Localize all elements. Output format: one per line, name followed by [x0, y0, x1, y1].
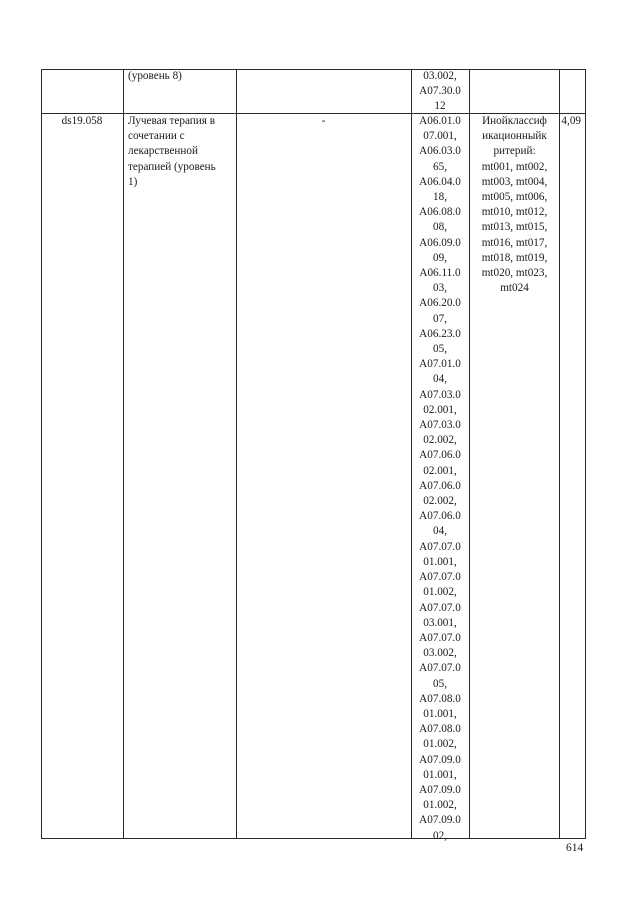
criteria-line: Инойклассиф: [482, 115, 547, 127]
op-code-line: A07.08.0: [419, 723, 461, 736]
op-code-line: 04,: [433, 525, 447, 538]
coefficient-value: 4,09: [561, 115, 581, 127]
table-left-border: [41, 69, 42, 839]
op-code-line: 18,: [433, 191, 447, 204]
criteria-line: mt005, mt006,: [481, 191, 548, 204]
name-line: Лучевая терапия в: [128, 115, 216, 127]
criteria-line: ритерий:: [493, 145, 536, 158]
group-code: ds19.058: [61, 115, 103, 127]
op-code-line: A07.09.0: [419, 814, 461, 827]
column-divider-5: [559, 69, 560, 839]
op-code-line: A07.07.0: [419, 571, 461, 584]
row2-criteria-cell: [470, 114, 559, 296]
op-code-line: 02.001,: [423, 464, 457, 477]
op-code-line: A07.09.0: [419, 753, 461, 766]
column-divider-1: [123, 69, 124, 839]
op-code-line: A06.08.0: [419, 206, 461, 219]
op-code-line: A07.03.0: [419, 419, 461, 432]
op-code-line: 01.002,: [423, 586, 457, 599]
name-line: 1): [128, 175, 138, 188]
op-code-line: A07.07.0: [419, 601, 461, 614]
op-code-line: 05,: [433, 677, 447, 690]
op-code-line: A07.03.0: [419, 388, 461, 401]
name-line: лекарственной: [128, 145, 198, 158]
criteria-line: mt010, mt012,: [481, 206, 548, 219]
row1-name-cell: [128, 69, 234, 84]
criteria-line: mt016, mt017,: [481, 236, 548, 249]
op-code-line: A06.23.0: [419, 327, 461, 340]
criteria-line: mt018, mt019,: [481, 251, 548, 264]
op-code-line: 02.002,: [423, 495, 457, 508]
op-code-line: 09,: [433, 251, 447, 264]
op-code-line: A06.20.0: [419, 297, 461, 310]
op-code-line: A06.11.0: [419, 267, 461, 280]
criteria-line: mt003, mt004,: [481, 175, 548, 188]
criteria-line: mt024: [500, 282, 529, 295]
criteria-line: mt013, mt015,: [481, 221, 548, 234]
name-line: сочетании с: [128, 130, 185, 143]
op-code-line: A07.30.0: [419, 85, 461, 98]
op-code-line: 12: [434, 100, 446, 113]
row2-code-cell: [41, 114, 123, 129]
name-line: терапией (уровень: [128, 160, 216, 173]
op-code-line: A06.01.0: [419, 115, 461, 127]
op-code-line: 05,: [433, 343, 447, 356]
op-code-line: A07.09.0: [419, 783, 461, 796]
op-code-line: A06.09.0: [419, 236, 461, 249]
op-code-line: A07.07.0: [419, 631, 461, 644]
op-code-line: 04,: [433, 373, 447, 386]
op-code-line: A07.07.0: [419, 662, 461, 675]
op-code-line: A06.03.0: [419, 145, 461, 158]
op-code-line: 07.001,: [423, 130, 457, 143]
row2-name-cell: [128, 114, 236, 190]
op-code-line: 01.001,: [423, 707, 457, 720]
op-code-line: 08,: [433, 221, 447, 234]
op-code-line: 01.002,: [423, 799, 457, 812]
column-divider-2: [236, 69, 237, 839]
op-code-line: 01.002,: [423, 738, 457, 751]
op-code-line: 65,: [433, 160, 447, 173]
op-code-line: A07.01.0: [419, 358, 461, 371]
op-code-line: A07.07.0: [419, 540, 461, 553]
op-code-line: 03.002,: [423, 647, 457, 660]
page-number: 614: [566, 842, 584, 854]
op-code-line: 02.001,: [423, 403, 457, 416]
op-code-line: A06.04.0: [419, 175, 461, 188]
op-code-line: 03.002,: [423, 70, 457, 82]
op-code-line: A07.08.0: [419, 692, 461, 705]
op-code-line: 01.001,: [423, 555, 457, 568]
criteria-line: mt001, mt002,: [481, 160, 548, 173]
row1-name-line: (уровень 8): [128, 70, 182, 82]
op-code-line: A07.06.0: [419, 479, 461, 492]
row2-diagnosis-cell: [236, 114, 411, 129]
op-code-line: 02,: [433, 829, 447, 842]
table-right-border: [585, 69, 586, 839]
op-code-line: A07.06.0: [419, 449, 461, 462]
op-code-line: A07.06.0: [419, 510, 461, 523]
op-code-line: 02.002,: [423, 434, 457, 447]
diagnosis-dash: -: [321, 115, 326, 127]
op-code-line: 03.001,: [423, 616, 457, 629]
row1-operation-codes-cell: [411, 69, 469, 115]
op-code-line: 07,: [433, 312, 447, 325]
criteria-line: икационныйк: [482, 130, 547, 143]
row2-coefficient-cell: [559, 114, 581, 129]
row2-operation-codes-cell: [411, 114, 469, 844]
op-code-line: 01.001,: [423, 768, 457, 781]
op-code-line: 03,: [433, 282, 447, 295]
criteria-line: mt020, mt023,: [481, 267, 548, 280]
